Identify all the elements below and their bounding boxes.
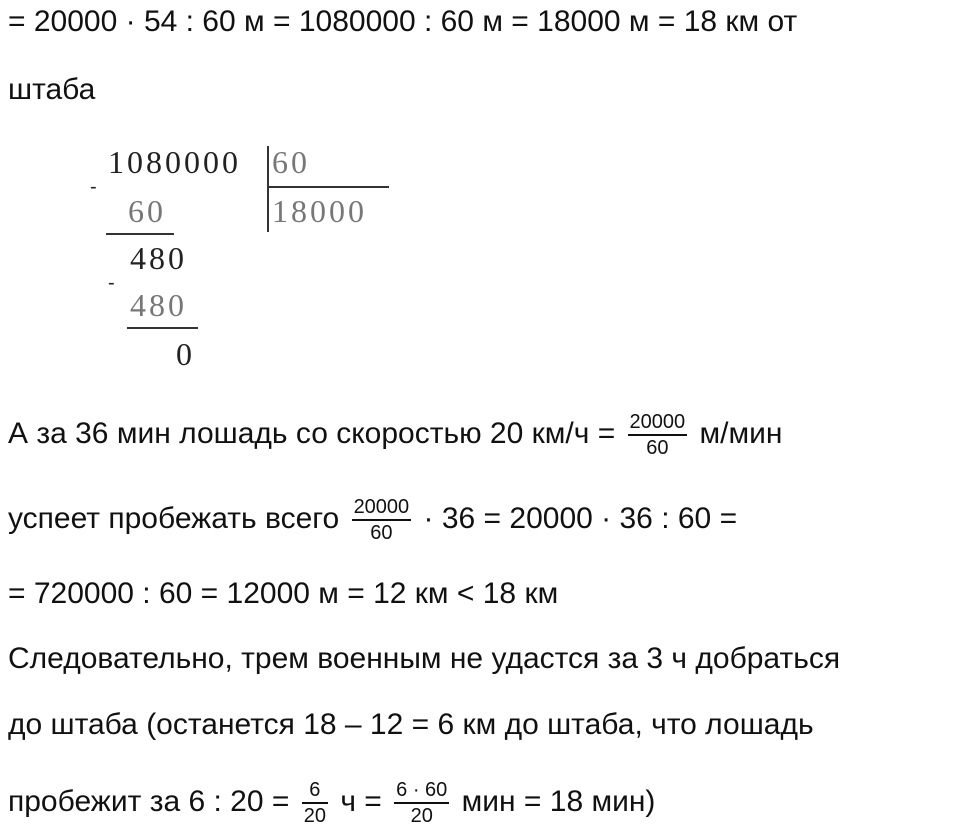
division-quotient: 18000 (272, 193, 367, 229)
text-line-2: штаба (8, 73, 96, 106)
text-line-7: до штаба (останется 18 – 12 = 6 км до штаба, что лошадь (8, 708, 814, 741)
division-vertical-line (267, 146, 269, 232)
division-remainder-1: 480 (130, 240, 187, 276)
fraction-numerator: 20000 (352, 495, 412, 521)
text-line-8-middle: ч = (331, 784, 391, 818)
text-line-6: Следовательно, трем военным не удастся за 3 ч добраться (8, 642, 841, 675)
fraction-denominator: 60 (646, 437, 669, 459)
fraction-hours (302, 778, 328, 828)
division-divisor: 60 (272, 144, 310, 180)
text-line-5: = 720000 : 60 = 12000 м = 12 км < 18 км (8, 577, 559, 610)
division-subtrahend-1: 60 (128, 193, 166, 229)
text-line-4-start: успеет пробежать всего (8, 501, 348, 535)
text-line-3-start: А за 36 мин лошадь со скоростью 20 км/ч = (8, 416, 624, 450)
division-line-1 (106, 233, 174, 235)
fraction-denominator: 60 (370, 522, 393, 544)
fraction-speed (628, 410, 688, 460)
text-line-8-end: мин = 18 мин) (453, 784, 656, 818)
division-line-2 (127, 327, 198, 329)
text-line-3-end: м/мин (691, 416, 783, 450)
fraction-speed-2 (352, 495, 412, 545)
text-line-3 (8, 410, 782, 460)
division-remainder-2: 0 (176, 336, 195, 372)
division-minus-1: - (90, 176, 97, 198)
text-line-8 (8, 778, 655, 828)
fraction-numerator: 6 (302, 778, 328, 804)
fraction-numerator: 6 · 60 (394, 778, 449, 804)
text-line-1: = 20000 · 54 : 60 м = 1080000 : 60 м = 18000 м = 18 км от (8, 5, 798, 38)
text-line-4-end: · 36 = 20000 · 36 : 60 = (415, 501, 738, 535)
division-minus-2: - (108, 272, 115, 294)
fraction-numerator: 20000 (628, 410, 688, 436)
fraction-denominator: 20 (303, 805, 326, 827)
division-subtrahend-2: 480 (130, 287, 187, 323)
text-line-4 (8, 495, 737, 545)
text-line-8-start: пробежит за 6 : 20 = (8, 784, 298, 818)
division-dividend: 1080000 (108, 144, 241, 180)
fraction-minutes (394, 778, 449, 828)
fraction-denominator: 20 (410, 805, 433, 827)
division-divisor-line (267, 186, 389, 188)
